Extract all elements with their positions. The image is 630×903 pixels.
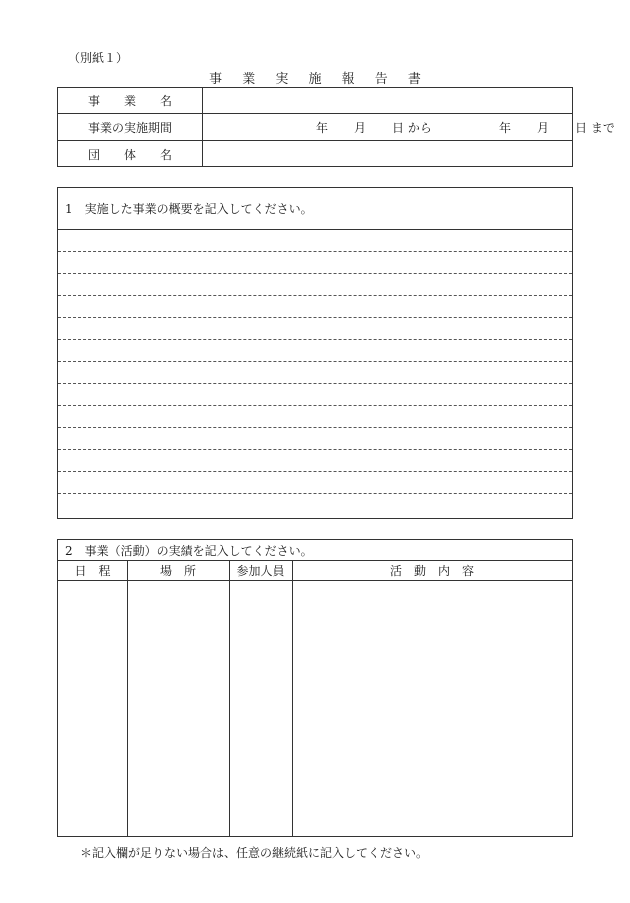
writing-line: [58, 471, 572, 472]
column-schedule: 日 程: [74, 564, 111, 578]
column-participants: 参加人員: [236, 564, 285, 578]
period-year-2: 年: [499, 120, 512, 135]
period-field[interactable]: [203, 114, 615, 140]
period-month-1: 月: [354, 120, 367, 135]
activity-cell[interactable]: [293, 581, 572, 836]
writing-line: [58, 427, 572, 428]
column-activity: 活 動 内 容: [389, 564, 474, 578]
organization-field[interactable]: [203, 141, 572, 167]
info-table: [57, 87, 615, 167]
schedule-cell[interactable]: [58, 581, 127, 836]
period-row: [58, 114, 615, 141]
place-cell[interactable]: [128, 581, 229, 836]
project-name-field[interactable]: [203, 88, 572, 113]
writing-line: [58, 317, 572, 318]
writing-line: [58, 273, 572, 274]
organization-row: [58, 141, 572, 167]
summary-section: [57, 187, 573, 519]
period-label: 事業の実施期間: [58, 114, 203, 140]
summary-writing-area[interactable]: [58, 230, 572, 518]
results-heading: 2 事業（活動）の実績を記入してください。: [58, 540, 572, 561]
writing-line: [58, 405, 572, 406]
participants-cell[interactable]: [230, 581, 292, 836]
period-day-from: 日 から: [392, 120, 432, 135]
writing-line: [58, 449, 572, 450]
writing-line: [58, 493, 572, 494]
results-section: [57, 539, 573, 837]
writing-line: [58, 295, 572, 296]
writing-line: [58, 339, 572, 340]
document-title: 事 業 実 施 報 告 書: [209, 72, 429, 87]
project-name-label: 事 業 名: [58, 88, 203, 113]
period-day-to: 日 まで: [575, 120, 615, 135]
summary-heading: 1 実施した事業の概要を記入してください。: [58, 188, 572, 230]
results-column-headers: [58, 561, 572, 581]
period-month-2: 月: [537, 120, 550, 135]
appendix-label: （別紙１）: [68, 51, 129, 65]
column-place: 場 所: [159, 564, 196, 578]
organization-label: 団 体 名: [58, 141, 203, 167]
period-year-1: 年: [316, 120, 329, 135]
writing-line: [58, 251, 572, 252]
footnote: ＊記入欄が足りない場合は、任意の継続紙に記入してください。: [80, 846, 429, 860]
writing-line: [58, 361, 572, 362]
writing-line: [58, 383, 572, 384]
project-name-row: [58, 88, 572, 114]
